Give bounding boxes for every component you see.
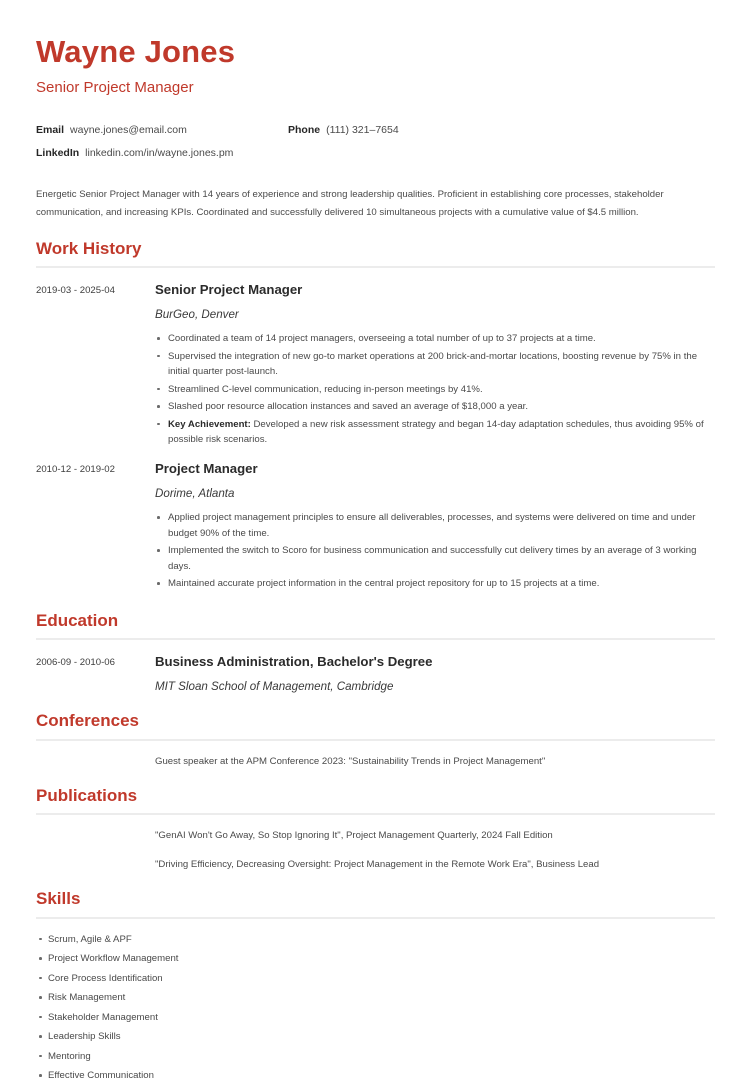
work-bullet [155,382,714,398]
skill-item: Core Process Identification [36,971,714,986]
work-bullet [155,331,714,347]
work-entry-role: Project Manager [155,460,258,476]
section-divider [36,813,715,815]
education-entry-body [155,653,714,694]
section-skills [36,889,714,1083]
bullet-text: Implemented the switch to Scoro for business communication and successfully cut delivery times by an average of 3 working days. [168,545,697,572]
section-divider [36,739,715,741]
work-entry-role: Senior Project Manager [155,281,303,297]
professional-summary: Energetic Senior Project Manager with 14 years of experience and strong leadership qualities. Proficient in establishing core processes, stakeholder communication, and increasing KPIs. Coordinated and successfully delivered 10 simultaneous projects with a cumulative value of $4.5 million. [36,189,664,218]
email-value[interactable]: wayne.jones@email.com [70,123,187,136]
bullet-text: Coordinated a team of 14 project managers, overseeing a total number of up to 37 projects at a time. [168,333,596,345]
resume-header [36,0,714,97]
bullet-text: Streamlined C-level communication, reducing in-person meetings by 41%. [168,383,483,395]
candidate-job-title: Senior Project Manager [36,78,194,96]
publication-entry: "Driving Efficiency, Decreasing Oversight: Project Management in the Remote Work Era", Business Lead [155,858,600,870]
work-entry-body [155,281,714,450]
contact-block [36,123,714,161]
candidate-name: Wayne Jones [36,34,236,69]
contact-email [36,123,288,138]
bullet-text: Developed a new risk assessment strategy and began 14-day adaptation schedules, thus avoiding 95% of possible risk scenarios. [168,418,704,446]
phone-label: Phone [288,123,321,136]
work-entry-organization: BurGeo, Denver [155,308,239,322]
work-bullet [155,349,714,380]
work-entry-organization: Dorime, Atlanta [155,487,235,501]
section-conferences [36,711,714,769]
education-institution: MIT Sloan School of Management, Cambridge [155,680,394,694]
email-label: Email [36,123,65,136]
skills-list [36,932,714,1084]
bullet-lead: Key Achievement: [168,418,251,430]
contact-phone [288,123,399,138]
section-title-conferences: Conferences [36,711,139,731]
linkedin-value[interactable]: linkedin.com/in/wayne.jones.pm [85,146,234,159]
skill-item: Stakeholder Management [36,1010,714,1025]
skill-item: Mentoring [36,1049,714,1064]
bullet-text: Slashed poor resource allocation instances and saved an average of $18,000 a year. [168,401,529,413]
work-entry-bullets [155,510,714,592]
contact-row-primary [36,123,714,138]
section-work-history [36,239,714,594]
section-divider [36,917,715,919]
section-title-education: Education [36,610,119,630]
education-entry-dates: 2006-09 - 2010-06 [36,657,115,669]
contact-linkedin [36,146,233,161]
work-bullet-key-achievement [155,417,714,448]
phone-value[interactable]: (111) 321–7654 [326,123,399,136]
skill-item: Scrum, Agile & APF [36,932,714,947]
skill-item: Risk Management [36,990,714,1005]
work-entry-dates: 2010-12 - 2019-02 [36,463,115,475]
skill-item: Leadership Skills [36,1029,714,1044]
contact-row-secondary [36,146,714,161]
work-bullet [155,576,714,592]
bullet-text: Maintained accurate project information in the central project repository for up to 15 projects at a time. [168,578,600,590]
education-degree: Business Administration, Bachelor's Degree [155,654,433,670]
work-entry [36,281,714,450]
section-title-publications: Publications [36,786,138,806]
work-bullet [155,543,714,574]
section-publications [36,786,714,872]
linkedin-label: LinkedIn [36,146,80,159]
conference-entry: Guest speaker at the APM Conference 2023: "Sustainability Trends in Project Management" [155,755,546,767]
work-bullet [155,510,714,541]
bullet-text: Applied project management principles to ensure all deliverables, processes, and systems were delivered on time and under budget 90% of the time. [168,512,696,539]
section-divider [36,638,715,640]
section-title-skills: Skills [36,889,81,909]
work-entry-dates: 2019-03 - 2025-04 [36,284,115,296]
section-education [36,611,714,695]
education-entry [36,653,714,694]
work-entry-body [155,460,714,594]
publication-entry: "GenAI Won't Go Away, So Stop Ignoring It", Project Management Quarterly, 2024 Fall Edition [155,830,553,842]
skill-item: Project Workflow Management [36,951,714,966]
work-entry-bullets [155,331,714,448]
work-entry [36,460,714,594]
section-title-work-history: Work History [36,238,142,258]
skill-item: Effective Communication [36,1068,714,1083]
work-history-entries [36,281,714,594]
work-bullet [155,399,714,415]
section-divider [36,266,715,268]
bullet-text: Supervised the integration of new go-to market operations at 200 brick-and-mortar locations, boosting revenue by 75% in the initial quarter post-launch. [168,350,698,378]
